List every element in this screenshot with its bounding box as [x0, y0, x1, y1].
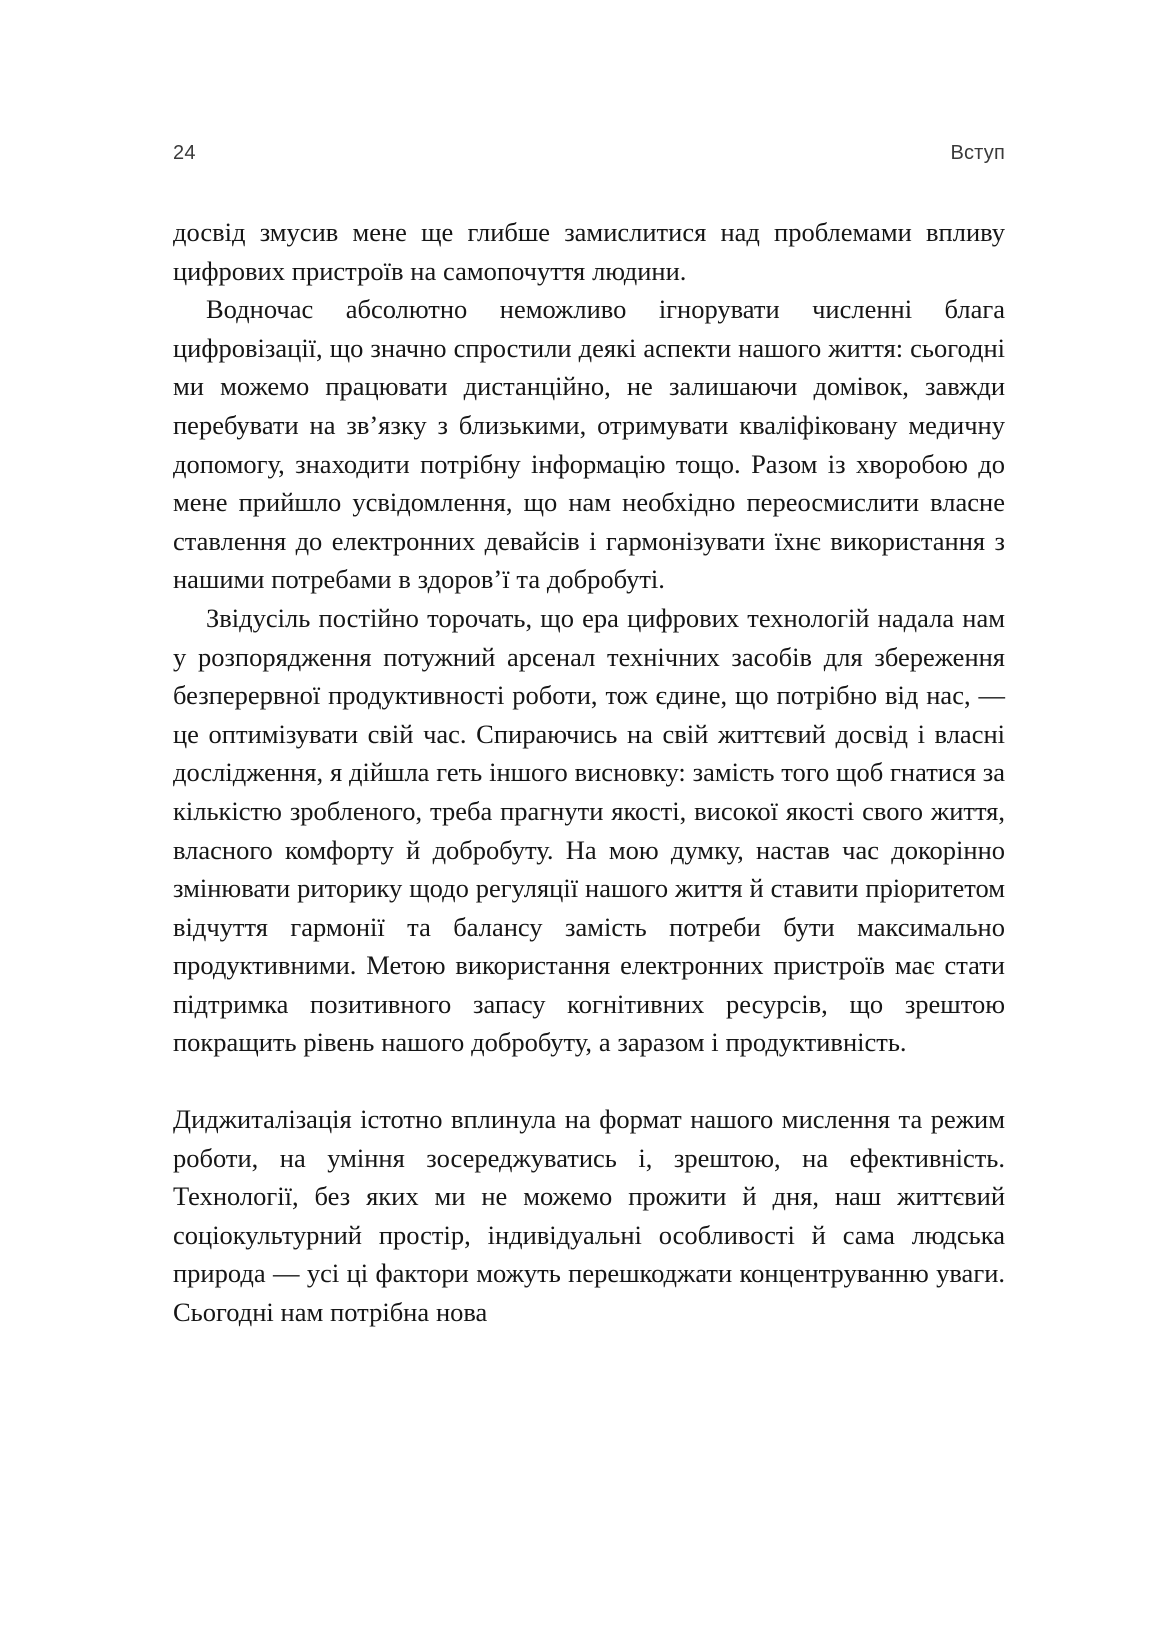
page-number: 24 [173, 142, 196, 164]
body-text-block [173, 213, 1005, 1332]
running-head [173, 140, 1005, 166]
paragraph-two: Водночас абсолютно неможливо ігнорувати численні блага цифровізації, що значно спростили деякі аспекти нашого життя: сьогодні ми можемо працювати дистанційно, не залишаючи домівок, завжди перебувати на зв’язку з близькими, отримувати кваліфіковану медичну допомогу, знаходити потрібну інформацію тощо. Разом із хворобою до мене прийшло усвідомлення, що нам необхідно переосмислити власне ставлення до електронних девайсів і гармонізувати їхнє використання з нашими потребами в здоров’ї та добробуті. [173, 294, 1005, 595]
paragraph-continuation: досвід змусив мене ще глибше замислитися над проблемами впливу цифрових пристроїв на самопочуття людини. [173, 217, 1005, 286]
paragraph-three: Звідусіль постійно торочать, що ера цифрових технологій надала нам у розпорядження потужний арсенал технічних засобів для збереження безперервної продуктивності роботи, тож єдине, що потрібно від нас, — це оптимізувати свій час. Спираючись на свій життєвий досвід і власні дослідження, я дійшла геть іншого висновку: замість того щоб гнатися за кількістю зробленого, треба прагнути якості, високої якості свого життя, власного комфорту й добробуту. На мою думку, настав час докорінно змінювати риторику щодо регуляції нашого життя й ставити пріоритетом відчуття гармонії та балансу замість потреби бути максимально продуктивними. Метою використання електронних пристроїв має стати підтримка позитивного запасу когнітивних ресурсів, що зрештою покращить рівень нашого добробуту, а заразом і продуктивність. [173, 602, 1005, 1058]
paragraph-break-spacer [173, 1062, 1005, 1100]
paragraph-four: Диджиталізація істотно вплинула на формат нашого мислення та режим роботи, на уміння зосереджуватись і, зрештою, на ефективність. Технології, без яких ми не можемо прожити й дня, наш життєвий соціокультурний простір, індивідуальні особливості й сама людська природа — усі ці фактори можуть перешкоджати концентруванню уваги. Сьогодні нам потрібна нова [173, 1104, 1005, 1328]
running-head-title: Вступ [950, 142, 1005, 164]
